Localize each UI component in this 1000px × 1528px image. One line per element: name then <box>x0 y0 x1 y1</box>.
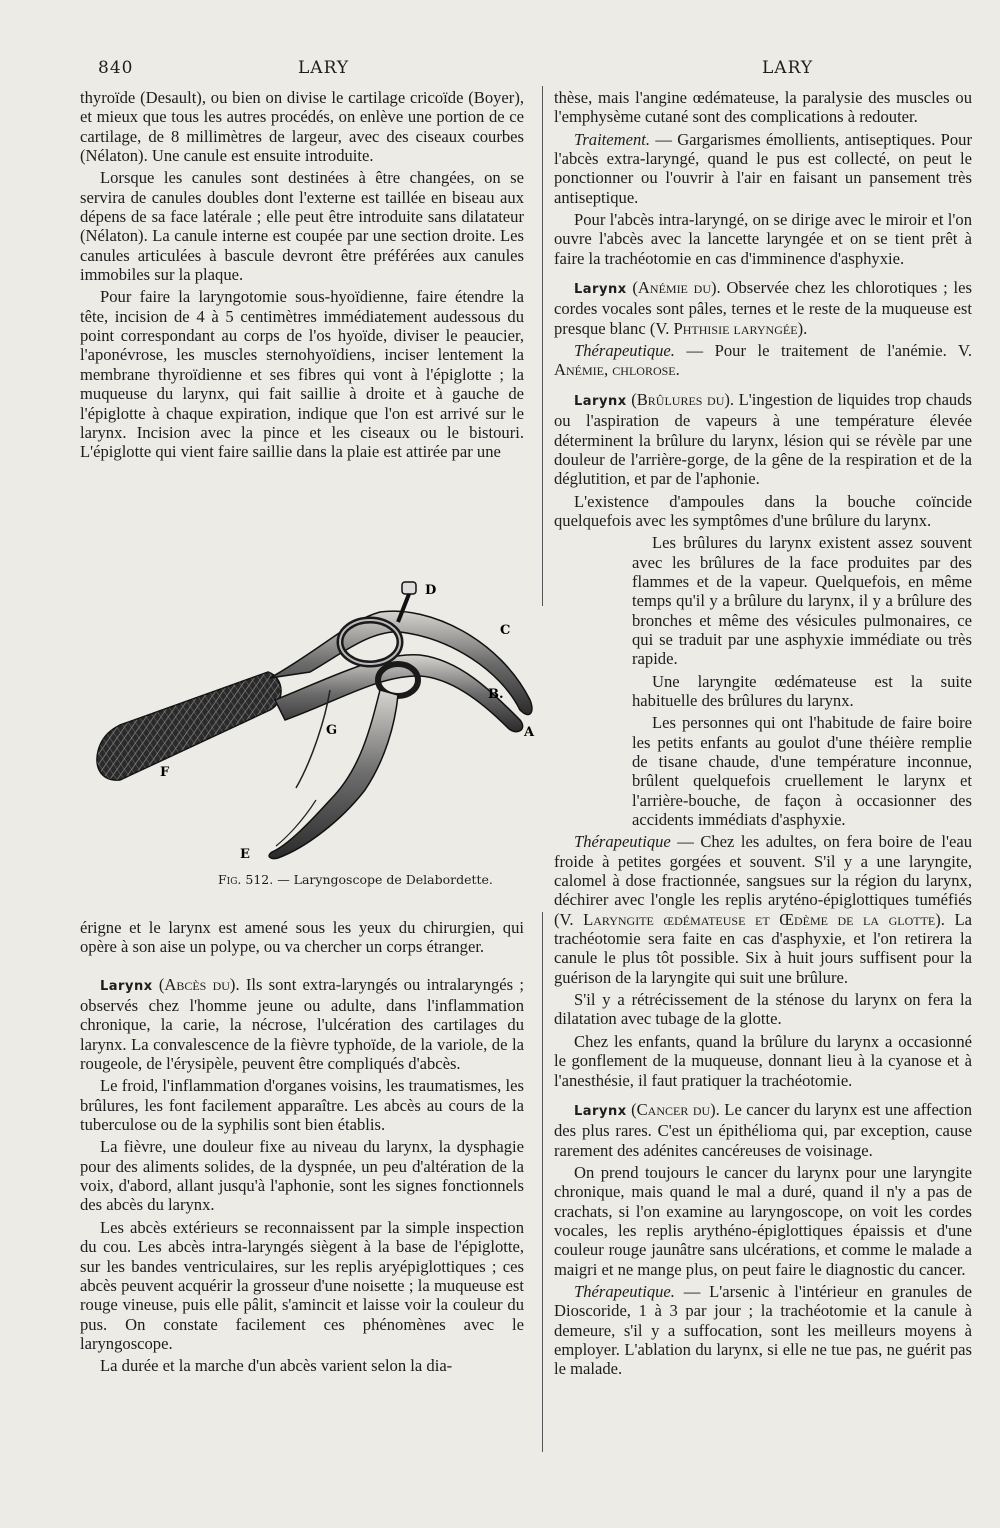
paragraph: Lorsque les canules sont destinées à être changées, on se servira de canules doubles dont l'externe est taillée en biseau aux dépens de sa face latérale ; elle peut être introduite sans dilatateur (Nélaton). La canule interne est coupée par une section droite. Les canules articulées à bascule devront être préférées aux canules immobiles sur la plaque. <box>80 168 524 285</box>
handle <box>97 672 281 780</box>
section-label: Thérapeutique <box>574 832 671 852</box>
cross-reference: Laryngite œdémateuse et Œdème de la glotte <box>583 909 936 929</box>
paragraph: S'il y a rétrécissement de la sténose du larynx on fera la dilatation avec tubage de la glotte. <box>554 990 972 1029</box>
paragraph: Pour faire la laryngotomie sous-hyoïdienne, faire étendre la tête, incision de 4 à 5 centimètres immédiatement audessous du point correspondant au corps de l'os hyoïde, diviser le peaucier, l'aponévrose, les muscles sternohyoïdiens, inciser lentement la membrane thyroïdienne et ses fibres qui vont à l'épiglotte ; la muqueuse du larynx, qui fait saillie à droite et à gauche de l'épiglotte à chaque expiration, indique que l'on est arrivé sur le larynx. Incision avec la pince et les ciseaux ou le bistouri. L'épiglotte qui vient faire saillie dans la plaie est attirée par une <box>80 287 524 462</box>
entry-larynx-cancer <box>554 1100 972 1160</box>
right-column <box>554 88 972 1382</box>
paragraph: Les personnes qui ont l'habitude de faire boire les petits enfants au goulot d'une théière remplie de tisane chaude, d'une température inconnue, brûlent quelquefois cruellement le larynx et l'arrière-bouche, de façon à occasionner des accidents immédiats d'asphyxie. <box>632 713 972 830</box>
column-rule-bottom <box>542 912 543 1452</box>
paragraph: Les brûlures du larynx existent assez souvent avec les brûlures de la face produites par des flammes et de la vapeur. Quelquefois, en même temps qu'il y a brûlure du larynx, il y a brûlure des bronches et même des vésicules pulmonaires, ce qui se traduit par une asphyxie immédiate ou très rapide. <box>632 533 972 669</box>
running-head-left: LARY <box>298 58 350 78</box>
paragraph: érigne et le larynx est amené sous les yeux du chirurgien, qui opère à son aise un polype, ou va chercher un corps étranger. <box>80 918 524 957</box>
left-column-top <box>80 88 524 465</box>
entry-headword: Larynx <box>574 393 627 409</box>
section-label: Thérapeutique. <box>574 341 675 361</box>
paragraph: Chez les enfants, quand la brûlure du larynx a occasionné le gonflement de la muqueuse, donnant lieu à la cyanose et à l'anesthésie, il faut pratiquer la trachéotomie. <box>554 1031 972 1090</box>
entry-larynx-brulures <box>554 390 972 489</box>
cross-reference: Phthisie laryngée <box>673 318 798 338</box>
entry-text: Observée chez les chlorotiques ; les cordes vocales sont pâles, ternes et le reste de la muqueuse est presque blanc (V. <box>554 278 972 338</box>
figure-caption <box>218 872 493 887</box>
label-B: B. <box>488 687 504 702</box>
paragraph: Pour l'abcès intra-laryngé, on se dirige avec le miroir et l'on ouvre l'abcès avec la lancette laryngée et on se tient prêt à faire la trachéotomie en cas d'imminence d'asphyxie. <box>554 210 972 268</box>
paragraph: thyroïde (Desault), ou bien on divise le cartilage cricoïde (Boyer), et mieux que tous les autres procédés, on enlève une portion de ce cartilage, de 8 millimètres de largeur, avec des ciseaux courbes (Nélaton). Une canule est ensuite introduite. <box>80 88 524 166</box>
paragraph-therapeutique <box>554 832 972 987</box>
entry-subtitle: (Cancer du). <box>631 1099 720 1119</box>
entry-larynx-anemie <box>554 278 972 338</box>
paragraph: thèse, mais l'angine œdémateuse, la paralysie des muscles ou l'emphysème cutané sont des complications à redouter. <box>554 88 972 127</box>
figure-title: — Laryngoscope de Delabordette. <box>277 872 493 887</box>
paragraph-text: — Chez les adultes, on fera boire de l'eau froide à petites gorgées et souvent. S'il y a une laryngite, calomel à dose fractionnée, sangsues sur la région du larynx, déchirer avec l'ongle les replis aryténo-épiglottiques tuméfiés (V. <box>554 832 972 929</box>
label-E: E <box>240 847 250 862</box>
paragraph-text: — Pour le traitement de l'anémie. V. <box>674 341 972 361</box>
paragraph-therapeutique <box>554 1282 972 1379</box>
left-column-bottom <box>80 918 524 1379</box>
entry-text-end: ). <box>797 318 808 338</box>
paragraph: L'existence d'ampoules dans la bouche coïncide quelquefois avec les symptômes d'une brûlure du larynx. <box>554 491 972 530</box>
entry-headword: Larynx <box>100 978 153 994</box>
paragraph-traitement <box>554 130 972 207</box>
paragraph: Les abcès extérieurs se reconnaissent par la simple inspection du cou. Les abcès intra-laryngés siègent à la base de l'épiglotte, sur les bandes ventriculaires, sur les replis aryépiglottiques ; ces abcès peuvent acquérir la grosseur d'une noisette ; la muqueuse est rouge vineuse, puis elle pâlit, s'amincit et laisse voir la couleur du pus. On constate facilement ces phénomènes avec le laryngoscope. <box>80 1217 524 1353</box>
entry-text: Le cancer du larynx est une affection des plus rares. C'est un épithélioma qui, par exception, cause rarement des adénites cancéreuses de voisinage. <box>554 1099 972 1160</box>
entry-subtitle: (Brûlures du). <box>631 389 735 409</box>
running-head-right: LARY <box>762 58 814 78</box>
paragraph-text-end: ). La trachéotomie sera faite en cas d'asphyxie, et l'on retirera la canule le plus tôt possible. Six à huit jours suffisent pour la guérison de la laryngite qui suit une brûlure. <box>554 909 972 987</box>
entry-subtitle: (Abcès du). <box>158 974 240 994</box>
paragraph: On prend toujours le cancer du larynx pour une laryngite chronique, mais quand le mal a duré, quand il n'y a pas de crachats, si l'on examine au laryngoscope, on voit les cordes vocales, les replis arythéno-épiglottiques épaissis et d'une couleur rouge jaunâtre sans ulcérations, et comme le malade a maigri et ne mange plus, on peut faire le diagnostic du cancer. <box>554 1162 972 1279</box>
laryngoscope-illustration <box>80 560 550 870</box>
label-F: F <box>160 765 170 780</box>
label-A: A <box>524 725 535 740</box>
section-label: Thérapeutique. <box>574 1281 675 1301</box>
paragraph: Une laryngite œdémateuse est la suite habituelle des brûlures du larynx. <box>632 671 972 710</box>
entry-headword: Larynx <box>574 282 627 298</box>
section-label: Traitement. <box>574 129 651 149</box>
column-rule-top <box>542 86 543 606</box>
paragraph: Le froid, l'inflammation d'organes voisins, les traumatismes, les brûlures, les font facilement apparaître. Les abcès au cours de la tuberculose ou de la syphilis sont bien établis. <box>80 1076 524 1135</box>
entry-larynx-abces <box>80 975 524 1074</box>
entry-headword: Larynx <box>574 1103 627 1119</box>
entry-text: L'ingestion de liquides trop chauds ou l'aspiration de vapeurs à une température élevée déterminent la brûlure du larynx, lésion qui se révèle par une douleur de l'arrière-gorge, de la gêne de la respiration et de la déglutition, et par de l'aphonie. <box>554 389 972 489</box>
label-G: G <box>326 723 338 738</box>
paragraph: La fièvre, une douleur fixe au niveau du larynx, la dysphagie pour des aliments solides, de la dyspnée, un peu d'altération de la voix, d'abord, allant jusqu'à l'aphonie, sont les signes fonctionnels des abcès du larynx. <box>80 1137 524 1215</box>
paragraph-text: — Gargarismes émollients, antiseptiques. Pour l'abcès extra-laryngé, quand le pus est collecté, on peut le ponctionner ou l'ouvrir à l'air en faisant un pansement très antiseptique. <box>554 129 972 207</box>
label-C: C <box>500 623 511 638</box>
label-D: D <box>425 583 437 598</box>
paragraph-therapeutique <box>554 341 972 380</box>
page-number: 840 <box>98 58 134 78</box>
cross-reference: Anémie, chlorose. <box>554 360 680 380</box>
paragraph-text: — L'arsenic à l'intérieur en granules de Dioscoride, 1 à 3 par jour ; la trachéotomie et la canule à demeure, s'il y a suffocation, sont les meilleurs moyens à employer. L'ablation du larynx, si elle ne tue pas, ne guérit pas le malade. <box>554 1281 972 1379</box>
entry-text: Ils sont extra-laryngés ou intralaryngés ; observés chez l'homme jeune ou adulte, dans l'inflammation chronique, la carie, la nécrose, l'ulcération des cartilages du larynx. La convalescence de la fièvre typhoïde, de la variole, de la rougeole, de l'érysipèle, peuvent être compliqués d'abcès. <box>80 974 524 1074</box>
entry-subtitle: (Anémie du). <box>632 278 721 298</box>
paragraph: La durée et la marche d'un abcès varient selon la dia- <box>100 1356 453 1376</box>
figure-number: Fig. 512. <box>218 872 274 887</box>
laryngoscope-figure <box>80 560 550 870</box>
